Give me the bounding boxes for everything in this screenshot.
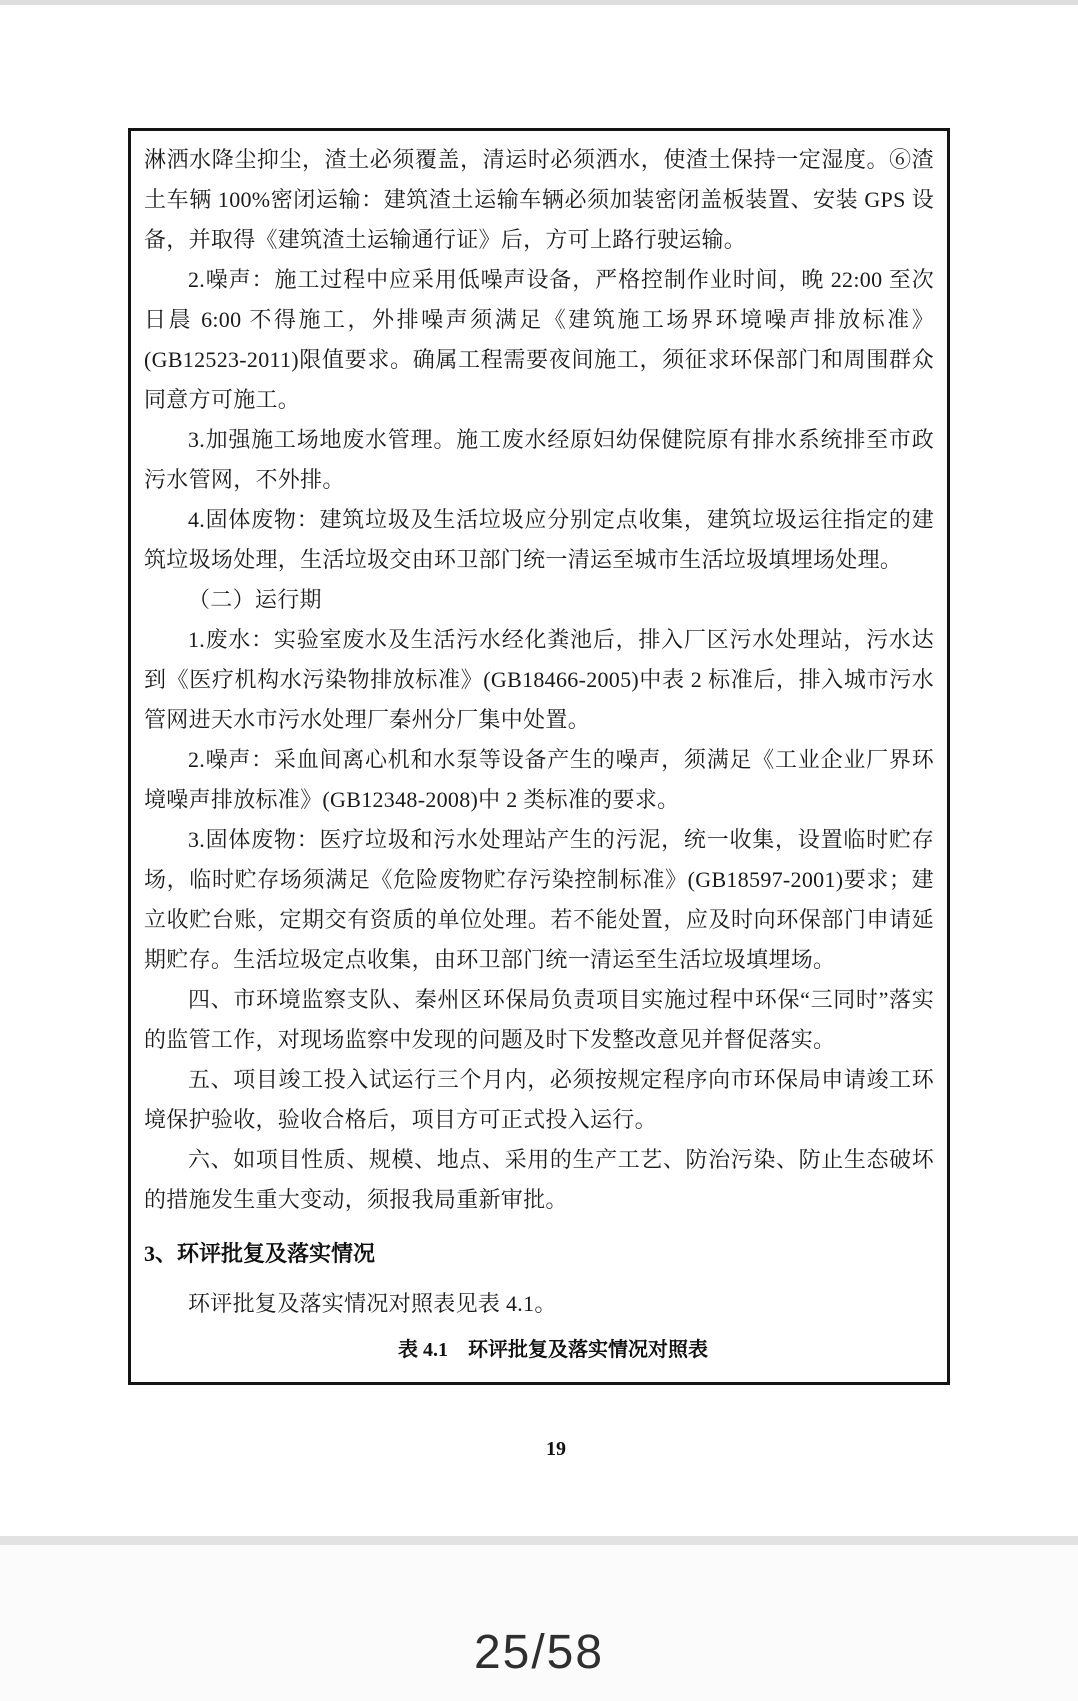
paragraph-operation-period-label: （二）运行期 — [188, 587, 322, 612]
viewer-footer — [0, 1545, 1078, 1701]
paragraph-construction-wastewater: 3.加强施工场地废水管理。施工废水经原妇幼保健院原有排水系统排至市政污水管网，不外排。 — [144, 427, 934, 492]
paragraph-construction-solid-waste: 4.固体废物：建筑垃圾及生活垃圾应分别定点收集，建筑垃圾运往指定的建筑垃圾场处理，生活垃圾交由环卫部门统一清运至城市生活垃圾填埋场处理。 — [144, 507, 934, 572]
paragraph-operation-solid-waste: 3.固体废物：医疗垃圾和污水处理站产生的污泥，统一收集，设置临时贮存场，临时贮存场须满足《危险废物贮存污染控制标准》(GB18597-2001)要求；建立收贮台账，定期交有资质的单位处理。若不能处置，应及时向环保部门申请延期贮存。生活垃圾定点收集，由环卫部门统一清运至生活垃圾填埋场。 — [144, 827, 934, 972]
paragraph-operation-wastewater: 1.废水：实验室废水及生活污水经化粪池后，排入厂区污水处理站，污水达到《医疗机构水污染物排放标准》(GB18466-2005)中表 2 标准后，排入城市污水管网进天水市污水处理厂秦州分厂集中处置。 — [144, 627, 934, 732]
section-heading-approval-status: 3、环评批复及落实情况 — [144, 1241, 376, 1266]
paragraph-see-table-note: 环评批复及落实情况对照表见表 4.1。 — [188, 1291, 557, 1316]
paragraph-construction-noise: 2.噪声：施工过程中应采用低噪声设备，严格控制作业时间，晚 22:00 至次日晨 6:00 不得施工，外排噪声须满足《建筑施工场界环境噪声排放标准》(GB12523-2011)限值要求。确属工程需要夜间施工，须征求环保部门和周围群众同意方可施工。 — [144, 267, 934, 412]
paragraph-operation-noise: 2.噪声：采血间离心机和水泵等设备产生的噪声，须满足《工业企业厂界环境噪声排放标准》(GB12348-2008)中 2 类标准的要求。 — [144, 747, 934, 812]
paragraph-major-change: 六、如项目性质、规模、地点、采用的生产工艺、防治污染、防止生态破坏的措施发生重大变动，须报我局重新审批。 — [144, 1147, 934, 1212]
paragraph-acceptance: 五、项目竣工投入试运行三个月内，必须按规定程序向市环保局申请竣工环境保护验收，验收合格后，项目方可正式投入运行。 — [144, 1067, 934, 1132]
paragraph-dust-control: 淋洒水降尘抑尘，渣土必须覆盖，清运时必须洒水，使渣土保持一定湿度。⑥渣土车辆 100%密闭运输：建筑渣土运输车辆必须加装密闭盖板装置、安装 GPS 设备，并取得《建筑渣土运输通行证》后，方可上路行驶运输。 — [144, 147, 934, 252]
document-page[interactable] — [0, 5, 1078, 1536]
table-caption: 表 4.1 环评批复及落实情况对照表 — [398, 1339, 708, 1361]
page-divider — [0, 1536, 1078, 1545]
document-table-cell — [128, 128, 950, 1385]
page-indicator: 25/58 — [473, 1626, 605, 1679]
page-number: 19 — [546, 1438, 566, 1460]
paragraph-supervision: 四、市环境监察支队、秦州区环保局负责项目实施过程中环保“三同时”落实的监管工作，对现场监察中发现的问题及时下发整改意见并督促落实。 — [144, 987, 934, 1052]
